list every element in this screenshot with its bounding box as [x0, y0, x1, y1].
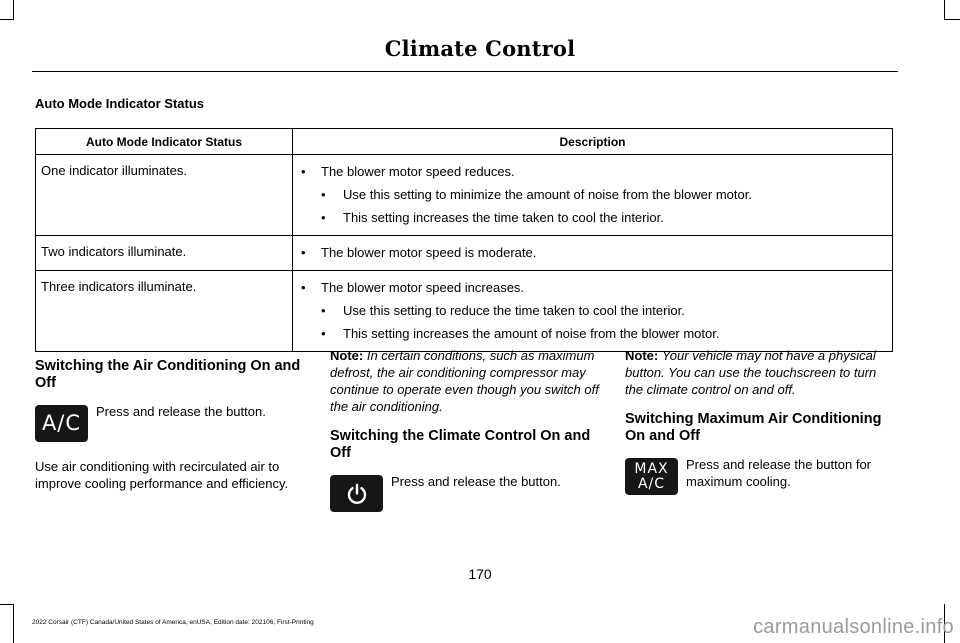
bullet-item [301, 163, 887, 180]
max-ac-instruction: Press and release the button for maximum cooling. [686, 457, 872, 489]
watermark: carmanualsonline.info [753, 616, 954, 638]
power-button-icon [330, 475, 383, 512]
header-divider [32, 71, 898, 72]
bullet-icon: • [301, 245, 306, 260]
note-label: Note: [625, 348, 659, 363]
crop-mark-top-right-v [944, 0, 945, 20]
sub-bullet-text: This setting increases the amount of noise from the blower motor. [343, 326, 720, 341]
bullet-icon: • [321, 210, 326, 225]
sub-bullet-item [321, 186, 887, 203]
power-icon [346, 483, 368, 505]
note-label: Note: [330, 348, 364, 363]
max-ac-button-icon [625, 458, 678, 495]
bullet-text: The blower motor speed is moderate. [321, 245, 537, 260]
description-cell [293, 271, 893, 352]
column-ac-section [35, 358, 307, 492]
sub-bullet-text: This setting increases the time taken to cool the interior. [343, 210, 664, 225]
climate-power-heading: Switching the Climate Control On and Off [330, 428, 591, 461]
table-row [36, 236, 893, 271]
note-paragraph [330, 347, 602, 415]
sub-bullet-text: Use this setting to minimize the amount of noise from the blower motor. [343, 187, 752, 202]
description-cell [293, 155, 893, 236]
table-row [36, 271, 893, 352]
indicator-status-table [35, 128, 893, 352]
ac-section-heading: Switching the Air Conditioning On and Off [35, 358, 301, 391]
ac-instruction-row [35, 405, 307, 442]
bullet-icon: • [301, 280, 306, 295]
status-cell: Two indicators illuminate. [36, 236, 293, 271]
crop-mark-top-left-h [0, 19, 14, 20]
page-title: Climate Control [384, 36, 576, 61]
ac-button-icon [35, 405, 88, 442]
status-cell: Three indicators illuminate. [36, 271, 293, 352]
ac-instruction: Press and release the button. [96, 404, 266, 419]
power-instruction-row [330, 475, 602, 512]
bullet-text: The blower motor speed reduces. [321, 164, 515, 179]
note-paragraph [625, 347, 897, 398]
column-header-status: Auto Mode Indicator Status [36, 129, 293, 155]
bullet-icon: • [301, 164, 306, 179]
table-header-row [36, 129, 893, 155]
description-cell [293, 236, 893, 271]
ac-icon-label: A/C [637, 475, 666, 492]
sub-bullet-item [321, 209, 887, 226]
crop-mark-top-left-v [13, 0, 14, 20]
section-heading: Auto Mode Indicator Status [35, 96, 204, 111]
crop-mark-bottom-left-v [13, 604, 14, 643]
footer-edition-text: 2022 Corsair (CTF) Canada/United States of America, enUSA, Edition date: 202106, First-Printing [32, 619, 314, 626]
max-ac-instruction-row [625, 458, 897, 495]
column-climate-power-section [330, 347, 602, 512]
bullet-item [301, 279, 887, 296]
note-text: In certain conditions, such as maximum defrost, the air conditioning compressor may continue to operate even though you switch off the air conditioning. [330, 348, 599, 414]
bullet-text: The blower motor speed increases. [321, 280, 525, 295]
table-row [36, 155, 893, 236]
sub-bullet-item [321, 302, 887, 319]
max-icon-label: MAX [634, 460, 669, 477]
page-number: 170 [468, 566, 492, 582]
bullet-item [301, 244, 887, 261]
crop-mark-top-right-h [944, 19, 960, 20]
crop-mark-bottom-left-h [0, 604, 14, 605]
column-max-ac-section [625, 347, 897, 495]
ac-icon-label: A/C [41, 411, 82, 435]
power-instruction: Press and release the button. [391, 474, 561, 489]
bullet-icon: • [321, 303, 326, 318]
status-cell: One indicator illuminates. [36, 155, 293, 236]
max-ac-heading: Switching Maximum Air Conditioning On and Off [625, 411, 882, 444]
sub-bullet-text: Use this setting to reduce the time taken to cool the interior. [343, 303, 685, 318]
sub-bullet-item [321, 325, 887, 342]
bullet-icon: • [321, 326, 326, 341]
bullet-icon: • [321, 187, 326, 202]
note-text: Your vehicle may not have a physical button. You can use the touchscreen to turn the climate control on and off. [625, 348, 877, 397]
ac-body-text: Use air conditioning with recirculated air to improve cooling performance and efficiency. [35, 459, 289, 491]
column-header-description: Description [293, 129, 893, 155]
